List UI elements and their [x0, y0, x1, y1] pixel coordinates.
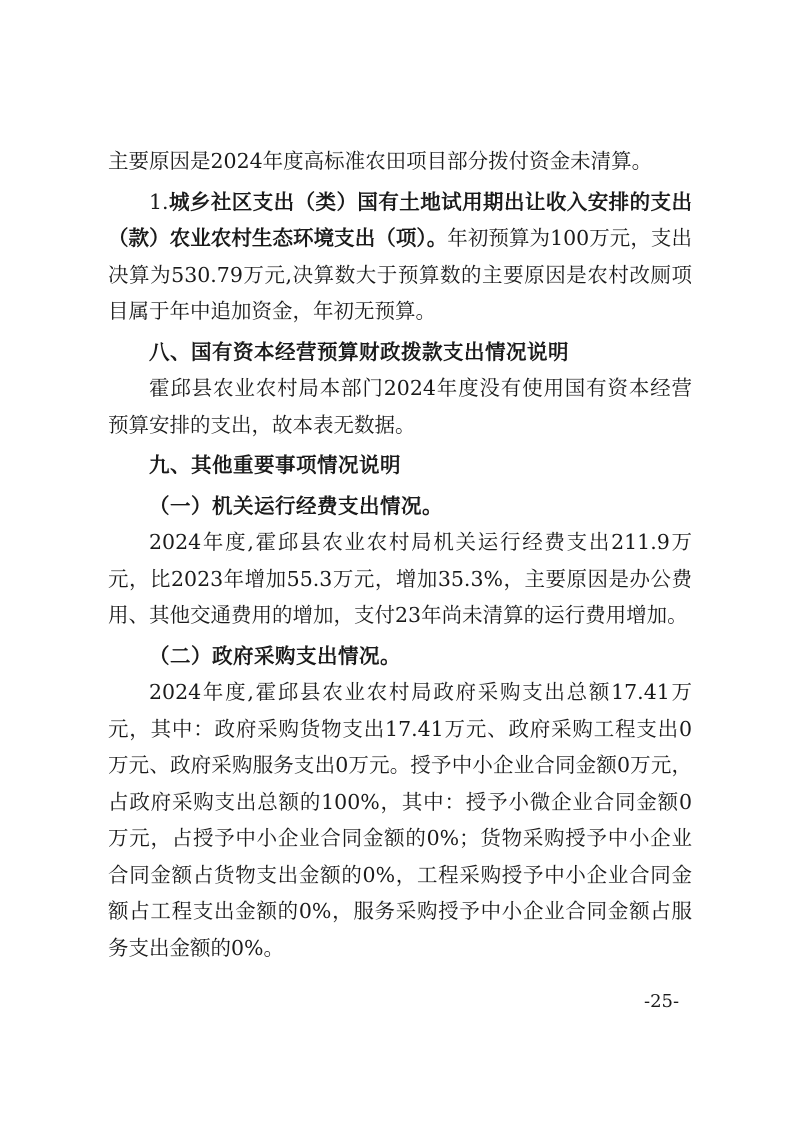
section-8-paragraph: 霍邱县农业农村局本部门2024年度没有使用国有资本经营预算安排的支出，故本表无数据。: [108, 376, 692, 437]
section-9-sub-2-heading: （二）政府采购支出情况。: [149, 643, 401, 668]
section-9-sub-2-paragraph: 2024年度,霍邱县农业农村局政府采购支出总额17.41万元，其中：政府采购货物支出17.41万元、政府采购工程支出0万元、政府采购服务支出0万元。授予中小企业合同金额0万元，占政府采购支出总额的100%，其中：授予小微企业合同金额0万元，占授予中小企业合同金额的0%；货物采购授予中小企业合同金额占货物支出金额的0%，工程采购授予中小企业合同金额占工程支出金额的0%，服务采购授予中小企业合同金额占服务支出金额的0%。: [108, 680, 692, 960]
item-1-bold-title: 城乡社区支出（类）国有土地试用期出让收入安排的支出（款）农业农村生态环境支出（项）。: [108, 189, 692, 250]
continuation-paragraph: 主要原因是2024年度高标准农田项目部分拨付资金未清算。: [108, 149, 653, 173]
section-9-sub-1-paragraph: 2024年度,霍邱县农业农村局机关运行经费支出211.9万元，比2023年增加55.3万元，增加35.3%，主要原因是办公费用、其他交通费用的增加，支付23年尚未清算的运行费用增加。: [108, 530, 692, 627]
item-1-body: 年初预算为100万元，支出决算为530.79万元,决算数大于预算数的主要原因是农村改厕项目属于年中追加资金，年初无预算。: [108, 226, 692, 323]
section-9-heading: 九、其他重要事项情况说明: [149, 453, 401, 477]
item-1-paragraph: [108, 184, 692, 330]
page-number: -25-: [644, 991, 680, 1012]
section-9-sub-1-heading: （一）机关运行经费支出情况。: [149, 493, 443, 518]
section-8-heading: 八、国有资本经营预算财政拨款支出情况说明: [149, 339, 569, 364]
document-body: [108, 143, 692, 966]
item-1-label: 1.: [149, 189, 169, 214]
